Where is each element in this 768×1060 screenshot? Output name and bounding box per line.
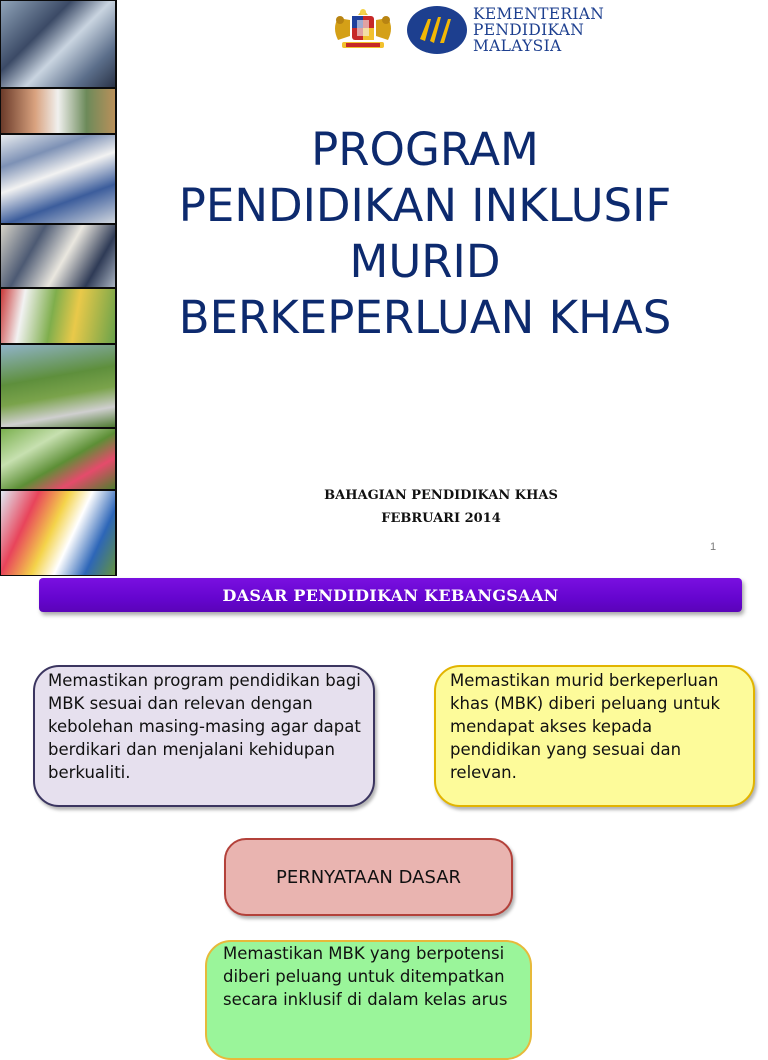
ministry-logo-icon: [406, 5, 468, 55]
subtitle-department: BAHAGIAN PENDIDIKAN KHAS: [324, 488, 558, 503]
photo-hall: [1, 225, 115, 287]
ministry-name-line-3: MALAYSIA: [473, 37, 562, 55]
policy-box-left-text: Memastikan program pendidikan bagi MBK sesuai dan relevan dengan kebolehan masing-masing agar dapat berdikari dan menjalani kehidupan berkualiti.: [48, 671, 361, 782]
subtitle: [240, 484, 642, 530]
ministry-name: [473, 6, 633, 54]
page-number: 1: [710, 541, 717, 553]
title-line-1: PROGRAM: [311, 123, 539, 176]
photo-outdoor-event: [1, 289, 115, 343]
photo-classroom: [1, 1, 115, 87]
section-banner: DASAR PENDIDIKAN KEBANGSAAN: [39, 578, 742, 612]
policy-box-right-text: Memastikan murid berkeperluan khas (MBK) diberi peluang untuk mendapat akses kepada pendidikan yang sesuai dan relevan.: [450, 671, 721, 782]
photo-sports: [1, 429, 115, 489]
coat-of-arms-icon: [328, 6, 398, 52]
ministry-name-line-2: PENDIDIKAN: [473, 21, 585, 39]
policy-box-right: [434, 665, 755, 807]
title-line-3: MURID: [349, 235, 501, 288]
photo-students-desks: [1, 135, 115, 223]
policy-statement-label: PERNYATAAN DASAR: [275, 866, 462, 888]
subtitle-date: FEBRUARI 2014: [381, 511, 501, 526]
policy-box-left: [33, 665, 375, 807]
title-line-4: BERKEPERLUAN KHAS: [178, 291, 672, 344]
photo-field-games: [1, 345, 115, 427]
header-logos: [328, 4, 628, 54]
policy-box-bottom-text: Memastikan MBK yang berpotensi diberi peluang untuk ditempatkan secara inklusif di dalam kelas arus: [223, 944, 508, 1009]
photo-activity: [1, 89, 115, 133]
photo-group: [1, 491, 115, 575]
slide-policy: [0, 576, 768, 1024]
title-line-2: PENDIDIKAN INKLUSIF: [178, 179, 672, 232]
slide-title-text: [140, 122, 710, 346]
policy-statement-box: [224, 838, 513, 916]
ministry-name-line-1: KEMENTERIAN: [473, 5, 605, 23]
photo-collage: [0, 0, 117, 576]
policy-box-bottom: [205, 940, 532, 1060]
